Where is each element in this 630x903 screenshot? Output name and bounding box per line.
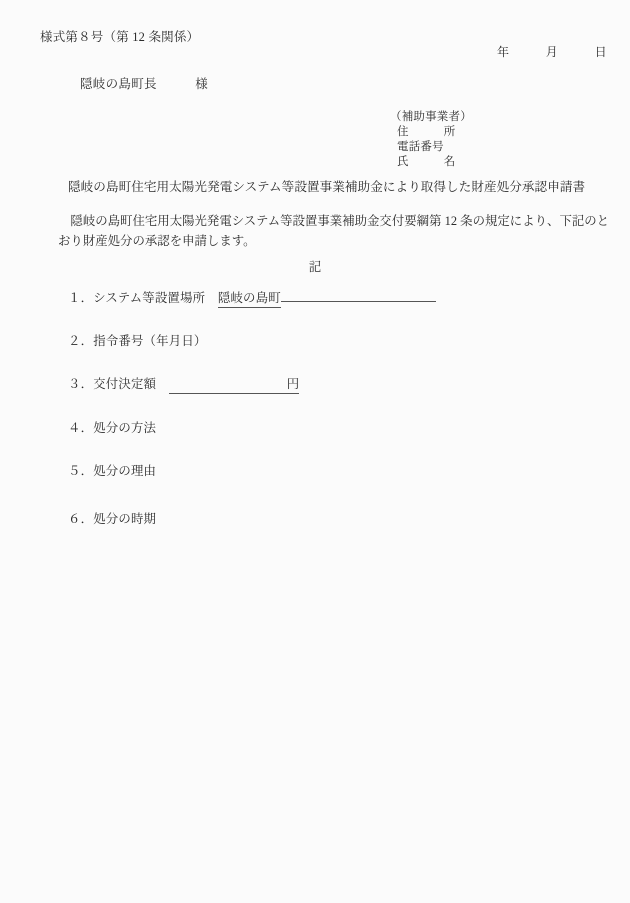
item-row-3 — [68, 374, 299, 394]
body-paragraph-line-1: 隠岐の島町住宅用太陽光発電システム等設置事業補助金交付要綱第 12 条の規定により、下記のと — [58, 214, 610, 228]
item-3-spacer — [156, 374, 169, 392]
item-6-label: 処分の時期 — [93, 512, 157, 526]
item-1-number: １． — [68, 291, 94, 305]
item-row-6 — [68, 509, 156, 527]
item-4-label: 処分の方法 — [93, 421, 157, 435]
item-1-blank-rule[interactable] — [281, 290, 436, 302]
item-1-value[interactable]: 隠岐の島町 — [218, 288, 281, 308]
item-1-label: システム等設置場所 — [93, 291, 206, 305]
item-row-5 — [68, 461, 156, 479]
applicant-address-label: 住 所 — [397, 126, 456, 138]
item-1-spacer — [205, 288, 218, 306]
item-2-number: ２． — [68, 334, 94, 348]
addressee-line: 隠岐の島町長 様 — [80, 77, 209, 91]
item-5-number: ５． — [68, 464, 94, 478]
date-line: 年 月 日 — [497, 45, 607, 59]
applicant-block — [390, 110, 472, 170]
body-paragraph — [58, 211, 610, 251]
item-row-4 — [68, 418, 156, 436]
form-number: 様式第８号（第 12 条関係） — [40, 30, 200, 44]
item-3-label: 交付決定額 — [93, 377, 157, 391]
item-3-amount-field[interactable] — [169, 374, 300, 394]
item-3-unit: 円 — [286, 377, 300, 391]
item-2-label: 指令番号（年月日） — [93, 334, 207, 348]
item-3-number: ３． — [68, 377, 94, 391]
applicant-heading: （補助事業者） — [390, 111, 472, 123]
document-title: 隠岐の島町住宅用太陽光発電システム等設置事業補助金により取得した財産処分承認申請書 — [68, 180, 586, 194]
applicant-name-label: 氏 名 — [397, 156, 456, 168]
body-paragraph-line-2: おり財産処分の承認を申請します。 — [58, 234, 256, 248]
ki-marker: 記 — [308, 260, 322, 274]
item-4-number: ４． — [68, 421, 94, 435]
item-row-1 — [68, 288, 436, 308]
item-6-number: ６． — [68, 512, 94, 526]
item-row-2 — [68, 331, 207, 349]
item-5-label: 処分の理由 — [93, 464, 157, 478]
applicant-phone-label: 電話番号 — [397, 141, 444, 153]
